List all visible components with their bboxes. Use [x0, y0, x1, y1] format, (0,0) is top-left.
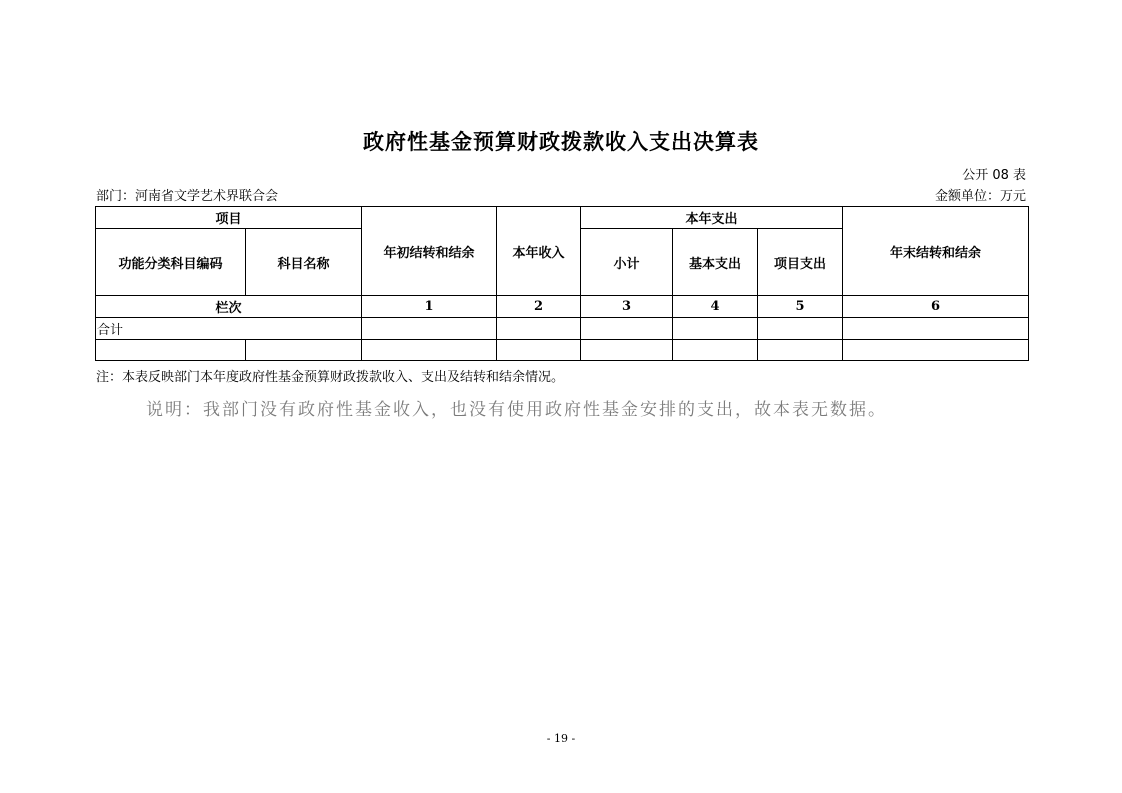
- header-subject-name: 科目名称: [246, 229, 362, 296]
- table-cell: [246, 340, 362, 361]
- row-index-label: 栏次: [96, 296, 362, 318]
- column-number: 5: [758, 296, 843, 318]
- header-income: 本年收入: [497, 207, 581, 296]
- header-begin-balance: 年初结转和结余: [362, 207, 497, 296]
- column-number: 6: [843, 296, 1029, 318]
- table-cell: [362, 340, 497, 361]
- page-title: 政府性基金预算财政拨款收入支出决算表: [363, 129, 759, 154]
- table-cell: [497, 318, 581, 340]
- table-cell: [362, 318, 497, 340]
- total-label: 合计: [96, 318, 362, 340]
- column-number: 1: [362, 296, 497, 318]
- table-cell: [843, 318, 1029, 340]
- header-item: 项目: [96, 207, 362, 229]
- table-cell: [758, 340, 843, 361]
- table-note: 注：本表反映部门本年度政府性基金预算财政拨款收入、支出及结转和结余情况。: [96, 370, 565, 385]
- header-expense: 本年支出: [581, 207, 843, 229]
- table-cell: [581, 318, 673, 340]
- table-cell: [497, 340, 581, 361]
- table-row: [96, 340, 1029, 361]
- header-end-balance: 年末结转和结余: [843, 207, 1029, 296]
- column-index-row: [96, 296, 1029, 318]
- header-row-1: [96, 207, 1029, 229]
- form-number: 公开 08 表: [962, 168, 1026, 183]
- table-cell: [758, 318, 843, 340]
- budget-table: [95, 206, 1029, 361]
- department-label: 部门：河南省文学艺术界联合会: [96, 189, 279, 204]
- page-number: - 19 -: [546, 732, 576, 745]
- table-cell: [96, 340, 246, 361]
- table-cell: [581, 340, 673, 361]
- header-subtotal: 小计: [581, 229, 673, 296]
- column-number: 3: [581, 296, 673, 318]
- header-func-code: 功能分类科目编码: [96, 229, 246, 296]
- total-row: [96, 318, 1029, 340]
- column-number: 2: [497, 296, 581, 318]
- header-basic-expense: 基本支出: [673, 229, 758, 296]
- amount-unit-label: 金额单位：万元: [934, 189, 1026, 204]
- header-project-expense: 项目支出: [758, 229, 843, 296]
- explanation-text: 说明：我部门没有政府性基金收入，也没有使用政府性基金安排的支出，故本表无数据。: [146, 400, 887, 420]
- table-cell: [673, 318, 758, 340]
- table-cell: [843, 340, 1029, 361]
- table-cell: [673, 340, 758, 361]
- column-number: 4: [673, 296, 758, 318]
